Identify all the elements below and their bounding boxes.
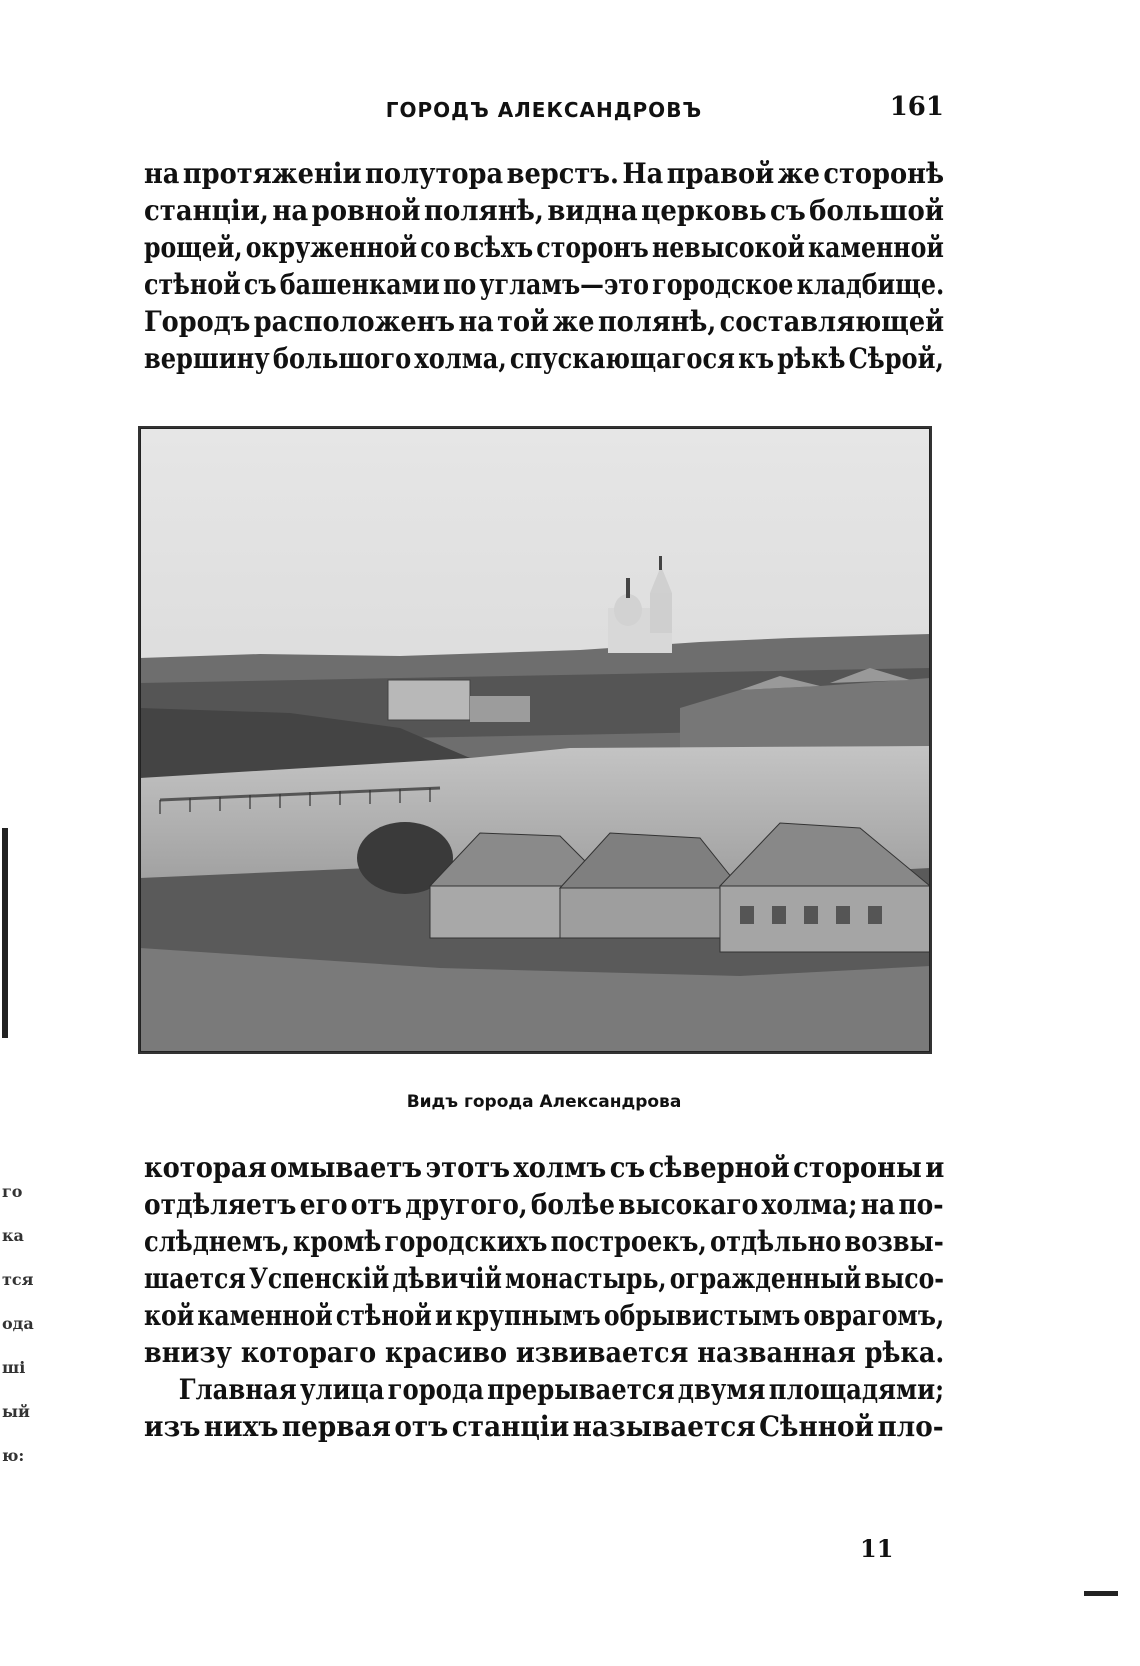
page-number: 161 bbox=[889, 92, 944, 122]
binding-edge bbox=[2, 828, 8, 1038]
margin-fragment: ый bbox=[2, 1402, 30, 1421]
edge-mark bbox=[1084, 1591, 1118, 1596]
running-head bbox=[144, 92, 944, 128]
text-line: стѣной съ башенками по угламъ—это городское кладбище. bbox=[144, 268, 945, 301]
margin-fragment: ю: bbox=[2, 1446, 25, 1465]
text-line: на протяженіи полутора верстъ. На правой же сторонѣ bbox=[144, 157, 945, 190]
text-line: которая омываетъ этотъ холмъ съ сѣверной стороны и bbox=[144, 1151, 945, 1184]
paragraph-top bbox=[144, 155, 944, 377]
text-line: кой каменной стѣной и крупнымъ обрывистымъ оврагомъ, bbox=[144, 1299, 945, 1332]
margin-fragment: го bbox=[2, 1182, 23, 1201]
margin-fragment: ші bbox=[2, 1358, 26, 1377]
town-view-illustration bbox=[140, 428, 930, 1052]
text-line: шается Успенскій дѣвичій монастырь, огражденный высо- bbox=[144, 1262, 945, 1295]
margin-fragments bbox=[2, 1170, 32, 1478]
signature-mark: 11 bbox=[860, 1534, 894, 1563]
text-line: отдѣляетъ его отъ другого, болѣе высокаго холма; на по- bbox=[144, 1188, 944, 1221]
figure-caption: Видъ города Александрова bbox=[406, 1092, 682, 1112]
paragraph-bottom bbox=[144, 1371, 944, 1445]
text-line: изъ нихъ первая отъ станціи называется Сѣнной пло- bbox=[144, 1410, 944, 1443]
text-line: рощей, окруженной со всѣхъ сторонъ невысокой каменной bbox=[144, 231, 944, 264]
running-title: ГОРОДЪ АЛЕКСАНДРОВЪ bbox=[385, 98, 703, 122]
text-line: станціи, на ровной полянѣ, видна церковь съ большой bbox=[144, 194, 945, 227]
margin-fragment: ка bbox=[2, 1226, 24, 1245]
margin-fragment: ода bbox=[2, 1314, 34, 1333]
text-line: Городъ расположенъ на той же полянѣ, составляющей bbox=[144, 305, 945, 338]
town-photograph bbox=[138, 426, 932, 1054]
text-line: вершину большого холма, спускающагося къ рѣкѣ Сѣрой, bbox=[144, 342, 944, 375]
paragraph-middle bbox=[144, 1149, 944, 1371]
text-line: Главная улица города прерывается двумя площадями; bbox=[178, 1373, 945, 1406]
text-line: внизу котораго красиво извивается названная рѣка. bbox=[144, 1336, 945, 1369]
text-line: слѣднемъ, кромѣ городскихъ построекъ, отдѣльно возвы- bbox=[144, 1225, 944, 1258]
margin-fragment: тся bbox=[2, 1270, 34, 1289]
